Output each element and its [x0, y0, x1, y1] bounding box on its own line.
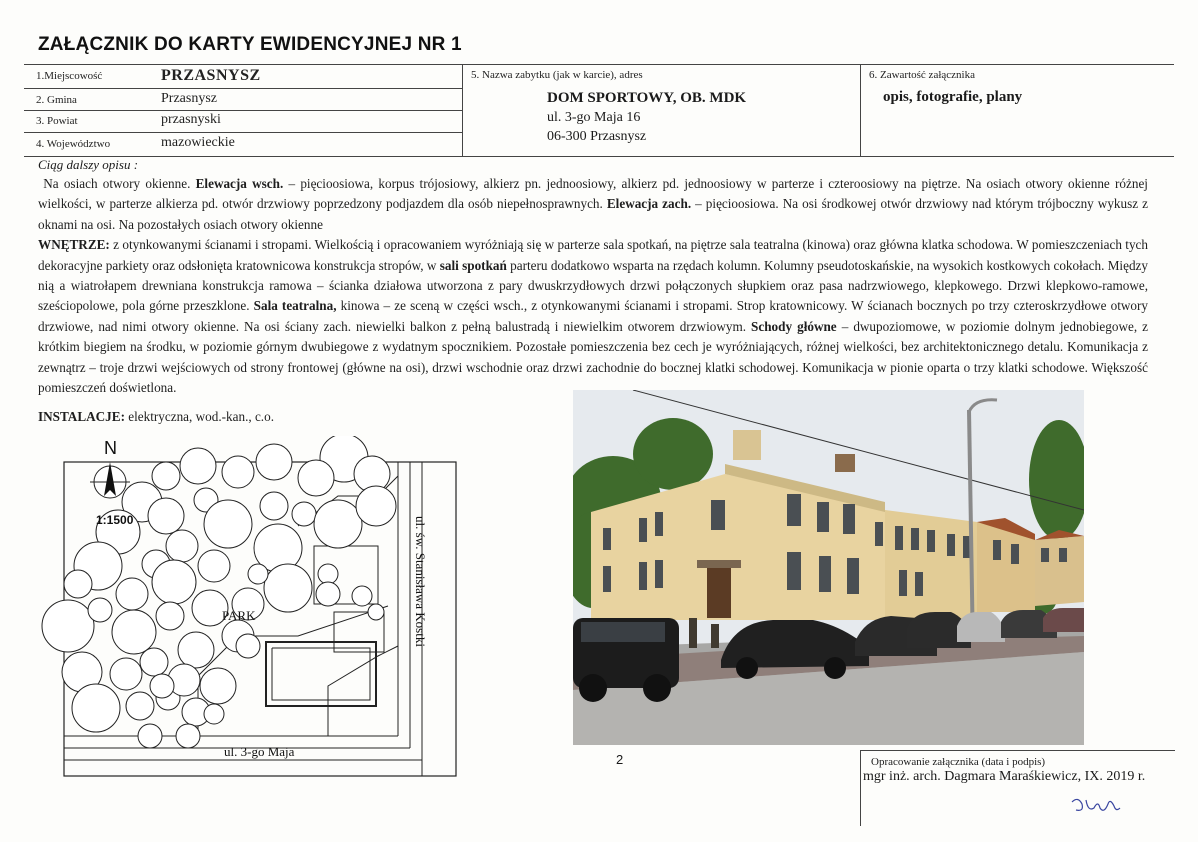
text-span: – pięcioosiowa, korpus trójosiowy, alkierz pn. jednoosiowy, alkierz pd. jednoosiowy w parterze i czteroosiowy na piętrze. Na osiach otwory okienne różnej wielkości, w parterze alkierza pd. otwór drzwiowy poprzedzony podjazdem dla osób niepełnosprawnych. — [38, 176, 1148, 212]
bold-east-facade: Elewacja wsch. — [195, 176, 284, 191]
street-south-label: ul. 3-go Maja — [224, 744, 295, 759]
page-number: 2 — [616, 752, 624, 767]
street-east-label: ul. św. Stanisława Kostki — [413, 516, 428, 647]
continuation-label: Ciąg dalszy opisu : — [38, 157, 139, 172]
address-line-1: ul. 3-go Maja 16 — [547, 110, 641, 125]
content-label: 6. Zawartość załącznika — [869, 69, 975, 81]
paragraph-facades — [38, 174, 1148, 235]
bold-interior: WNĘTRZE: — [38, 237, 110, 253]
location-column — [24, 65, 462, 156]
paragraph-interior — [38, 235, 1148, 398]
footer-box — [860, 750, 1175, 826]
text-span: parteru dodatkowo wsparta na rzędach kolumn. Kolumny pseudotoskańskie, na wysokich kostkowych cokołach. Między nią a wiatrołapem drewniana konstrukcja ramowa – ścianka działowa utworzona z pary dwuskrzydłowych drzwi połączonych słupkiem oraz pasa nadrzwiowego, klepkowego. Drzwi klepkowo-ramowe, sześciopolowe, pola górne przeszklone. — [38, 257, 1148, 314]
commune-label: 2. Gmina — [36, 94, 77, 106]
bold-main-stairs: Schody główne — [751, 318, 837, 334]
text-span: z otynkowanymi ścianami i stropami. Wielkością i opracowaniem wyróżniają się w parterze sala spotkań, na piętrze sala teatralna (kinowa) oraz główna klatka schodowa. W pomieszczeniach tych dekoracyjne parkiety oraz odsłonięta kratownicowa konstrukcja stropów, w — [38, 237, 1148, 273]
park-label: PARK — [222, 608, 256, 623]
building-photo — [573, 390, 1084, 745]
row-voivodeship — [24, 133, 462, 155]
content-column — [860, 65, 1174, 156]
footer-label: Opracowanie załącznika (data i podpis) — [871, 756, 1046, 768]
bold-west-facade: Elewacja zach. — [606, 196, 692, 212]
district-label: 3. Powiat — [36, 115, 78, 127]
paragraph-installations — [38, 409, 274, 425]
monument-column — [462, 65, 861, 156]
monument-name: DOM SPORTOWY, OB. MDK — [547, 90, 747, 106]
text-span: Na osiach otwory okienne. — [43, 176, 196, 191]
locality-label: 1.Miejscowość — [36, 70, 103, 82]
description-text — [38, 174, 1148, 398]
bold-theatre-hall: Sala teatralna, — [253, 298, 337, 314]
commune-value: Przasnysz — [161, 91, 217, 106]
text-span: elektryczna, wod.-kan., c.o. — [124, 409, 274, 424]
locality-value: PRZASNYSZ — [161, 67, 261, 84]
row-commune — [24, 89, 462, 111]
site-plan-map — [38, 436, 458, 780]
text-span: – dwupoziomowe, w poziomie dolnym jednobiegowe, z krótkim biegiem na środku, w poziomie górnym dwubiegowe z wydatnym spocznikiem. Pozostałe pomieszczenia bez cech je wyróżniających, różnej wielkości, bez architektonicznego detalu. Komunikacja z zewnątrz – troje drzwi wejściowych od strony frontowej (główne na osi), drzwi wschodnie oraz drzwi zachodnie do bocznej klatki schodowej. Komunikacja w pionie oparta o trzy klatki schodowe. Większość pomieszczeń doświetlona. — [38, 318, 1148, 396]
text-span: kinowa – ze sceną w części wsch., z otynkowanymi ścianami i stropami. Strop kratownicowy. W ścianach bocznych po trzy czteroskrzydłowe otwory drzwiowe, nad nimi otwory okienne. Na osi ściany zach. niewielki balkon z pełną balustradą i niewielkim otworem drzwiowym. — [38, 298, 1148, 334]
north-label: N — [104, 438, 117, 458]
bold-meeting-room: sali spotkań — [439, 257, 507, 273]
voivodeship-value: mazowieckie — [161, 135, 235, 150]
header-table — [24, 64, 1174, 157]
bold-installations: INSTALACJE: — [38, 409, 125, 424]
content-value: opis, fotografie, plany — [883, 89, 1023, 105]
row-locality — [24, 65, 462, 89]
row-district — [24, 111, 462, 133]
map-scale: 1:1500 — [96, 513, 134, 527]
voivodeship-label: 4. Województwo — [36, 138, 111, 150]
district-value: przasnyski — [161, 112, 221, 127]
footer-author: mgr inż. arch. Dagmara Maraśkiewicz, IX. 2019 r. — [863, 769, 1146, 784]
page-title: ZAŁĄCZNIK DO KARTY EWIDENCYJNEJ NR 1 — [38, 34, 462, 55]
signature-icon — [1068, 792, 1124, 818]
text-span: – pięcioosiowa. Na osi środkowej otwór drzwiowy nad którym trójboczny wykusz z oknami na osi. Na pozostałych osiach otwory okienne — [38, 196, 1148, 232]
monument-label: 5. Nazwa zabytku (jak w karcie), adres — [471, 69, 643, 81]
address-line-2: 06-300 Przasnysz — [547, 129, 647, 144]
